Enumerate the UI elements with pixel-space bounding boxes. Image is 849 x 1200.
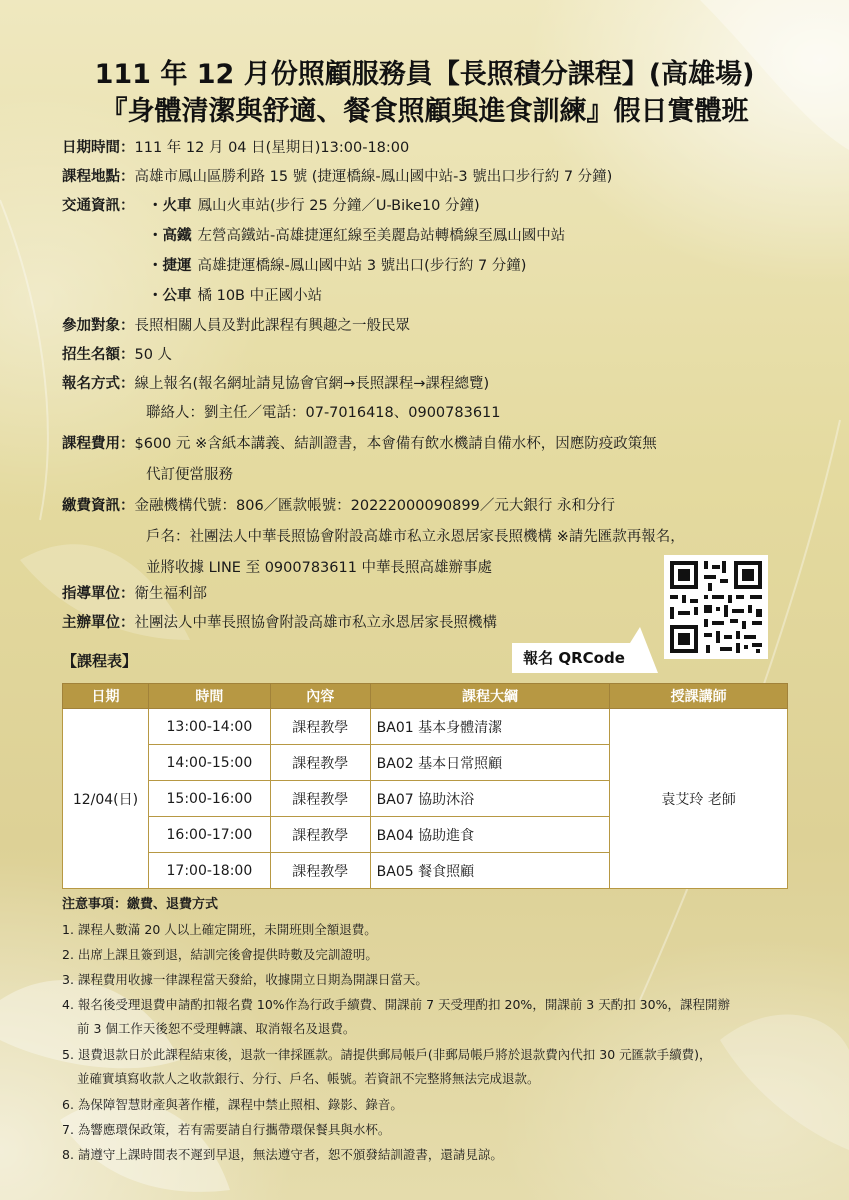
title-line-1: 111 年 12 月份照顧服務員【長照積分課程】(高雄場)	[94, 59, 755, 90]
fee-row	[62, 432, 657, 453]
table-row	[63, 709, 788, 745]
note-item-8: 8. 請遵守上課時間表不遲到早退，無法遵守者，恕不頒發結訓證書，還請見諒。	[62, 1147, 503, 1162]
note-item-5: 5. 退費退款日於此課程結束後，退款一律採匯款。請提供郵局帳戶(非郵局帳戶將於退款費內代扣 30 元匯款手續費)，	[62, 1047, 712, 1062]
signup-row	[62, 372, 489, 393]
content-cell: 課程教學	[270, 709, 370, 745]
quota-value: 50 人	[134, 347, 173, 363]
qrcode-image[interactable]	[664, 555, 768, 659]
quota-label: 招生名額：	[62, 347, 135, 363]
date-label: 日期時間：	[62, 140, 135, 156]
note-item-6: 6. 為保障智慧財產與著作權，課程中禁止照相、錄影、錄音。	[62, 1097, 403, 1112]
table-header-row	[63, 684, 788, 709]
header-date: 日期	[63, 684, 149, 709]
header-instructor: 授課講師	[610, 684, 788, 709]
transport-hsr: ・高鐵 左營高鐵站-高雄捷運紅線至美麗島站轉橋線至鳳山國中站	[148, 228, 566, 244]
fee-value-2: 代訂便當服務	[146, 467, 233, 483]
syllabus-cell: BA02 基本日常照顧	[370, 745, 610, 781]
date-row	[62, 136, 409, 157]
content-cell: 課程教學	[270, 781, 370, 817]
host-value: 社團法人中華長照協會附設高雄市私立永恩居家長照機構	[134, 615, 497, 631]
instructor-cell: 袁艾玲 老師	[610, 709, 788, 889]
title-line-2: 『身體清潔與舒適、餐食照顧與進食訓練』假日實體班	[100, 96, 749, 127]
transport-train: ・火車 鳳山火車站(步行 25 分鐘／U-Bike10 分鐘)	[148, 198, 480, 214]
schedule-table	[62, 683, 788, 889]
qrcode-label: 報名 QRCode	[512, 643, 636, 673]
note-item-2: 2. 出席上課且簽到退，結訓完後會提供時數及完訓證明。	[62, 947, 378, 962]
signup-value: 線上報名(報名網址請見協會官網→長照課程→課程總覽)	[134, 376, 490, 392]
date-cell: 12/04(日)	[63, 709, 149, 889]
content-cell: 課程教學	[270, 817, 370, 853]
qrcode-icon	[664, 555, 768, 659]
content-cell: 課程教學	[270, 745, 370, 781]
syllabus-cell: BA04 協助進食	[370, 817, 610, 853]
syllabus-cell: BA07 協助沐浴	[370, 781, 610, 817]
quota-row	[62, 343, 172, 364]
syllabus-cell: BA01 基本身體清潔	[370, 709, 610, 745]
transport-mrt: ・捷運 高雄捷運橋線-鳳山國中站 3 號出口(步行約 7 分鐘)	[148, 258, 527, 274]
host-label: 主辦單位：	[62, 615, 135, 631]
signup-label: 報名方式：	[62, 376, 135, 392]
time-cell: 16:00-17:00	[148, 817, 270, 853]
contact-value: 聯絡人：劉主任／電話：07-7016418、0900783611	[146, 405, 501, 421]
payment-value-2: 戶名：社團法人中華長照協會附設高雄市私立永恩居家長照機構 ※請先匯款再報名，	[146, 529, 685, 545]
content-cell: 課程教學	[270, 853, 370, 889]
audience-row	[62, 314, 410, 335]
date-value: 111 年 12 月 04 日(星期日)13:00-18:00	[134, 140, 410, 156]
note-item-1: 1. 課程人數滿 20 人以上確定開班，未開班則全額退費。	[62, 922, 377, 937]
schedule-heading: 【課程表】	[62, 652, 138, 670]
time-cell: 17:00-18:00	[148, 853, 270, 889]
header-time: 時間	[148, 684, 270, 709]
time-cell: 15:00-16:00	[148, 781, 270, 817]
transport-label: 交通資訊：	[62, 198, 135, 214]
note-item-5-cont: 並確實填寫收款人之收款銀行、分行、戶名、帳號。若資訊不完整將無法完成退款。	[77, 1071, 540, 1086]
header-syllabus: 課程大綱	[370, 684, 610, 709]
payment-label: 繳費資訊：	[62, 498, 135, 514]
payment-value: 金融機構代號：806／匯款帳號：20222000090899／元大銀行 永和分行	[134, 498, 615, 514]
header-content: 內容	[270, 684, 370, 709]
fee-label: 課程費用：	[62, 436, 135, 452]
fee-value: $600 元 ※含紙本講義、結訓證書，本會備有飲水機請自備水杯，因應防疫政策無	[134, 436, 657, 452]
host-row	[62, 611, 497, 632]
note-item-7: 7. 為響應環保政策，若有需要請自行攜帶環保餐具與水杯。	[62, 1122, 391, 1137]
audience-value: 長照相關人員及對此課程有興趣之一般民眾	[134, 318, 410, 334]
note-item-4-cont: 前 3 個工作天後恕不受理轉讓、取消報名及退費。	[77, 1021, 356, 1036]
guide-value: 衛生福利部	[134, 586, 207, 602]
payment-value-3: 並將收據 LINE 至 0900783611 中華長照高雄辦事處	[146, 560, 493, 576]
payment-row	[62, 494, 615, 515]
time-cell: 14:00-15:00	[148, 745, 270, 781]
note-item-3: 3. 課程費用收據一律課程當天發給，收據開立日期為開課日當天。	[62, 972, 428, 987]
transport-bus: ・公車 橘 10B 中正國小站	[148, 288, 323, 304]
location-label: 課程地點：	[62, 169, 135, 185]
audience-label: 參加對象：	[62, 318, 135, 334]
syllabus-cell: BA05 餐食照顧	[370, 853, 610, 889]
location-row	[62, 165, 612, 186]
note-item-4: 4. 報名後受理退費申請酌扣報名費 10%作為行政手續費、開課前 7 天受理酌扣 20%，開課前 3 天酌扣 30%，課程開辦	[62, 997, 730, 1012]
transport-row	[62, 194, 135, 215]
guide-row	[62, 582, 207, 603]
location-value: 高雄市鳳山區勝利路 15 號 (捷運橋線-鳳山國中站-3 號出口步行約 7 分鐘)	[134, 169, 613, 185]
notes-heading: 注意事項：繳費、退費方式	[62, 897, 219, 912]
guide-label: 指導單位：	[62, 586, 135, 602]
time-cell: 13:00-14:00	[148, 709, 270, 745]
